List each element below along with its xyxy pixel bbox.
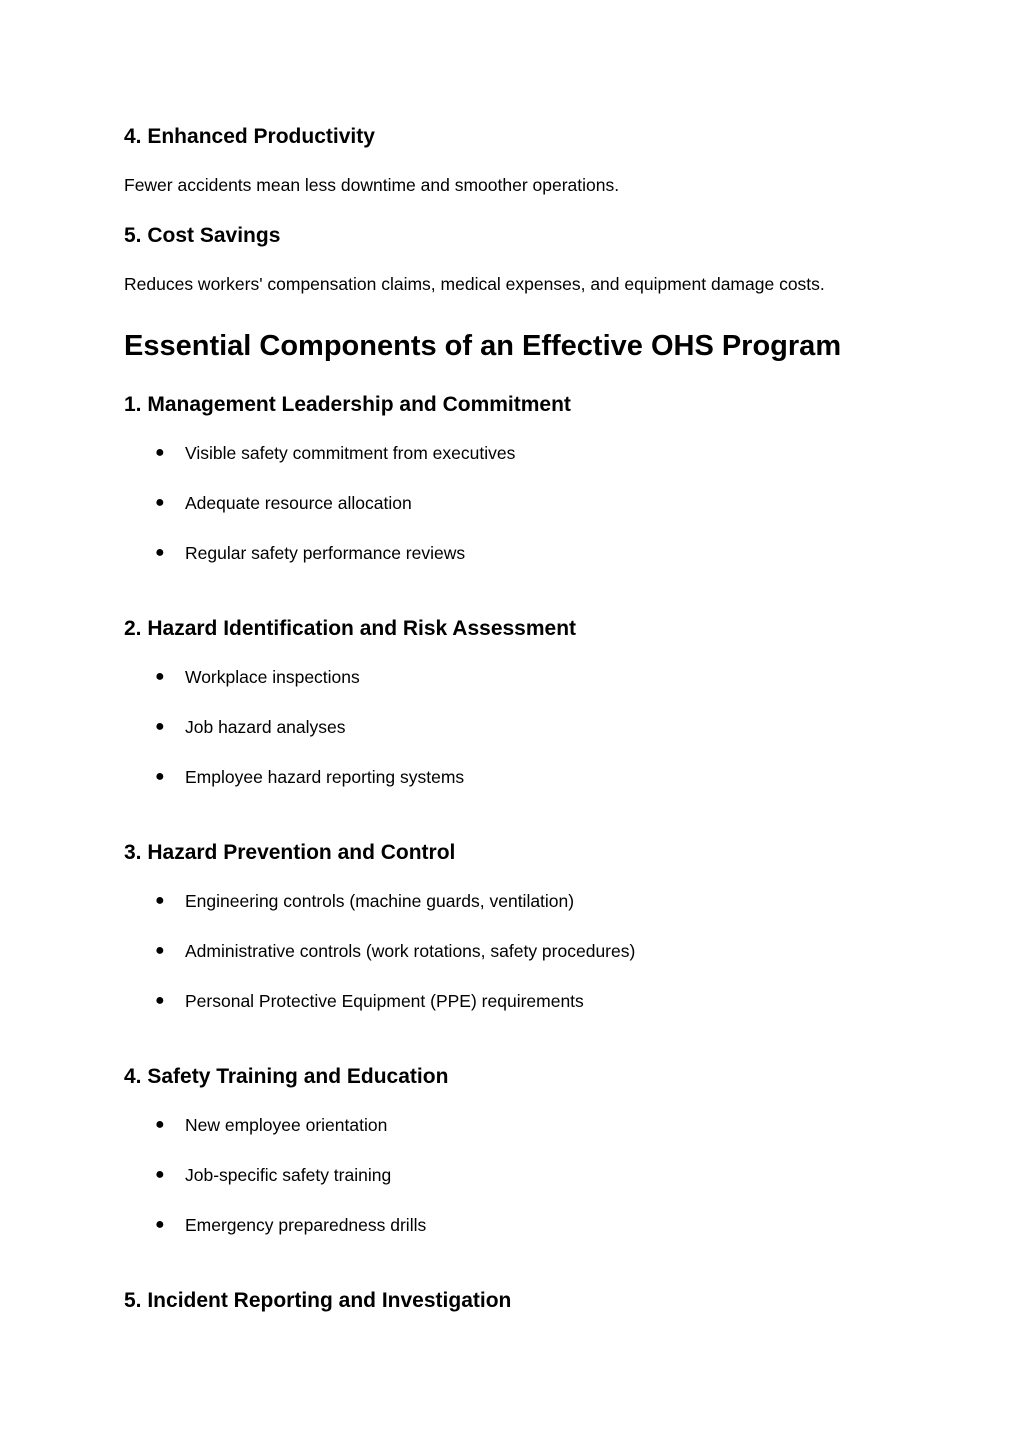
- component-heading-management-leadership: 1. Management Leadership and Commitment: [124, 393, 571, 416]
- list-item-text: Workplace inspections: [185, 667, 360, 687]
- bullet-icon: ●: [155, 1216, 165, 1233]
- bullet-icon: ●: [155, 1116, 165, 1133]
- component-heading-incident-reporting: 5. Incident Reporting and Investigation: [124, 1289, 512, 1312]
- list-item-text: Adequate resource allocation: [185, 493, 412, 513]
- section-heading-cost-savings: 5. Cost Savings: [124, 224, 281, 247]
- list-item-text: Employee hazard reporting systems: [185, 767, 465, 787]
- component-heading-hazard-identification: 2. Hazard Identification and Risk Assessment: [124, 617, 577, 640]
- list-item-text: Job-specific safety training: [185, 1165, 392, 1185]
- list-item-text: Job hazard analyses: [185, 717, 346, 737]
- list-item-text: New employee orientation: [185, 1115, 388, 1135]
- bullet-icon: ●: [155, 718, 165, 735]
- bullet-icon: ●: [155, 494, 165, 511]
- bullet-icon: ●: [155, 942, 165, 959]
- main-heading: Essential Components of an Effective OHS Program: [124, 330, 842, 362]
- component-heading-safety-training: 4. Safety Training and Education: [124, 1065, 449, 1088]
- section-text-cost-savings: Reduces workers' compensation claims, medical expenses, and equipment damage costs.: [124, 274, 825, 294]
- component-heading-hazard-prevention: 3. Hazard Prevention and Control: [124, 841, 456, 864]
- section-heading-enhanced-productivity: 4. Enhanced Productivity: [124, 125, 375, 148]
- list-item-text: Emergency preparedness drills: [185, 1215, 427, 1235]
- bullet-icon: ●: [155, 992, 165, 1009]
- list-item-text: Engineering controls (machine guards, ventilation): [185, 891, 575, 911]
- bullet-icon: ●: [155, 1166, 165, 1183]
- list-item-text: Personal Protective Equipment (PPE) requirements: [185, 991, 584, 1011]
- bullet-icon: ●: [155, 544, 165, 561]
- list-item-text: Administrative controls (work rotations, safety procedures): [185, 941, 636, 961]
- list-item-text: Visible safety commitment from executives: [185, 443, 516, 463]
- bullet-icon: ●: [155, 668, 165, 685]
- bullet-icon: ●: [155, 444, 165, 461]
- list-item-text: Regular safety performance reviews: [185, 543, 466, 563]
- bullet-icon: ●: [155, 892, 165, 909]
- section-text-enhanced-productivity: Fewer accidents mean less downtime and smoother operations.: [124, 175, 620, 195]
- bullet-icon: ●: [155, 768, 165, 785]
